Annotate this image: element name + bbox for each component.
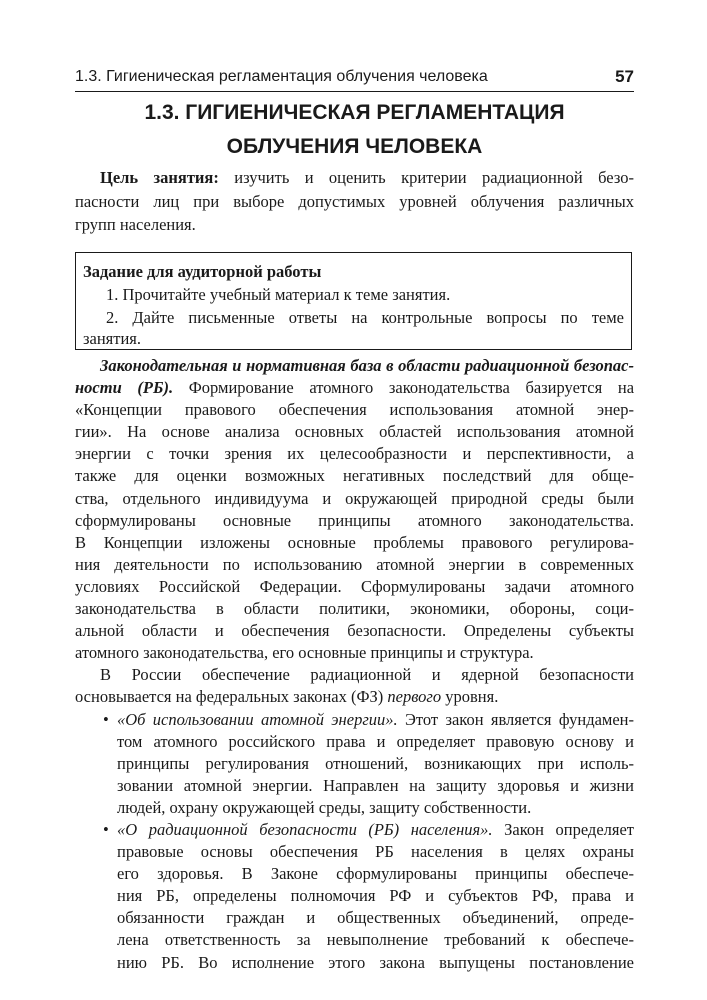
chapter-title: [75, 96, 634, 164]
paragraph-1-line-4: гии». На основе анализа основных областей использования атомной: [75, 422, 634, 442]
paragraph-1-line-5: энергии с точки зрения их целесообразности и перспективности, а: [75, 444, 634, 464]
paragraph-1-line-13: альной области и обеспечения безопасности. Определены субъекты: [75, 621, 634, 641]
paragraph-1-line-2: ности (РБ). Формирование атомного законодательства базируется на: [75, 378, 635, 398]
paragraph-2-line-2: основывается на федеральных законах (ФЗ) первого уровня.: [75, 687, 499, 707]
section-lead-in-end: ности (РБ).: [75, 378, 174, 398]
paragraph-1-line-3: «Концепции правового обеспечения использования атомной энер-: [75, 400, 634, 420]
section-lead-in: Законодательная и нормативная база в области радиационной безопас-: [100, 356, 634, 375]
task-heading: Задание для аудиторной работы: [83, 262, 322, 281]
paragraph-1-line-14: атомного законодательства, его основные принципы и структура.: [75, 643, 534, 663]
bullet-marker: •: [103, 709, 109, 729]
bullet-1-line-2: том атомного российского права и определяет правовую основу и: [117, 731, 634, 751]
paragraph-1-line-1: [75, 355, 634, 377]
goal-line-3: групп населения.: [75, 215, 196, 234]
bullet-marker: •: [103, 819, 109, 839]
bullet-1-line-3: принципы регулирования отношений, возникающих при исполь-: [117, 753, 634, 773]
goal-line-2: пасности лиц при выборе допустимых уровней облучения различных: [75, 191, 634, 211]
bullet-2-line-1: • «О радиационной безопасности (РБ) населения». Закон определяет: [75, 819, 634, 841]
paragraph-1-line-9: В Концепции изложены основные проблемы правового регулирова-: [75, 532, 634, 552]
body-text: [75, 355, 634, 974]
bullet-2-line-5: обязанности граждан и общественных объединений, опреде-: [117, 908, 634, 928]
paragraph-1-line-8: сформулированы основные принципы атомного законодательства.: [75, 510, 634, 530]
goal-line-1: [75, 166, 634, 190]
paragraph-2-line-1: В России обеспечение радиационной и ядерной безопасности: [100, 665, 634, 685]
bullet-2-line-6: лена ответственность за невыполнение требований к обеспече-: [117, 930, 634, 950]
task-item-2-continued: занятия.: [83, 329, 142, 348]
lesson-goal: [75, 166, 634, 237]
running-head-title: 1.3. Гигиеническая регламентация облучения человека: [75, 68, 488, 85]
goal-text-1: изучить и оценить критерии радиационной безо-: [234, 168, 634, 187]
page-number: 57: [615, 67, 634, 86]
running-head: [75, 63, 634, 92]
bullet-2-line-2: правовые основы обеспечения РБ населения в целях охраны: [117, 842, 634, 862]
paragraph-1-line-6: также для оценки возможных негативных последствий для обще-: [75, 466, 634, 486]
bullet-2-line-7: нию РБ. Во исполнение этого закона выпущены постановление: [117, 952, 634, 972]
bullet-2-line-4: ния РБ, определены полномочия РФ и субъектов РФ, права и: [117, 886, 634, 906]
paragraph-1-line-11: условиях Российской Федерации. Сформулированы задачи атомного: [75, 576, 634, 596]
paragraph-1-line-7: ства, отдельного индивидуума и окружающей природной среды были: [75, 488, 634, 508]
chapter-title-line-2: ОБЛУЧЕНИЯ ЧЕЛОВЕКА: [226, 135, 483, 158]
chapter-title-line-1: 1.3. ГИГИЕНИЧЕСКАЯ РЕГЛАМЕНТАЦИЯ: [144, 101, 565, 124]
goal-label: Цель занятия:: [100, 168, 219, 187]
paragraph-1-line-12: законодательства в области политики, экономики, обороны, соци-: [75, 599, 634, 619]
task-item-1: 1. Прочитайте учебный материал к теме занятия.: [106, 285, 451, 304]
bullet-2-line-3: его здоровья. В Законе сформулированы принципы обеспече-: [117, 864, 634, 884]
task-item-2: 2. Дайте письменные ответы на контрольные вопросы по теме: [106, 308, 624, 327]
bullet-1-line-4: зовании атомной энергии. Направлен на защиту здоровья и жизни: [117, 775, 634, 795]
classroom-task-box: [75, 252, 632, 350]
law-title-2: «О радиационной безопасности (РБ) населения».: [117, 819, 493, 839]
law-title-1: «Об использовании атомной энергии».: [117, 709, 398, 729]
bullet-1-line-1: • «Об использовании атомной энергии». Этот закон является фундамен-: [75, 709, 634, 731]
paragraph-1-line-10: ния деятельности по использованию атомной энергии в современных: [75, 554, 634, 574]
bullet-1-line-5: людей, охрану окружающей среды, защиту собственности.: [117, 797, 532, 817]
